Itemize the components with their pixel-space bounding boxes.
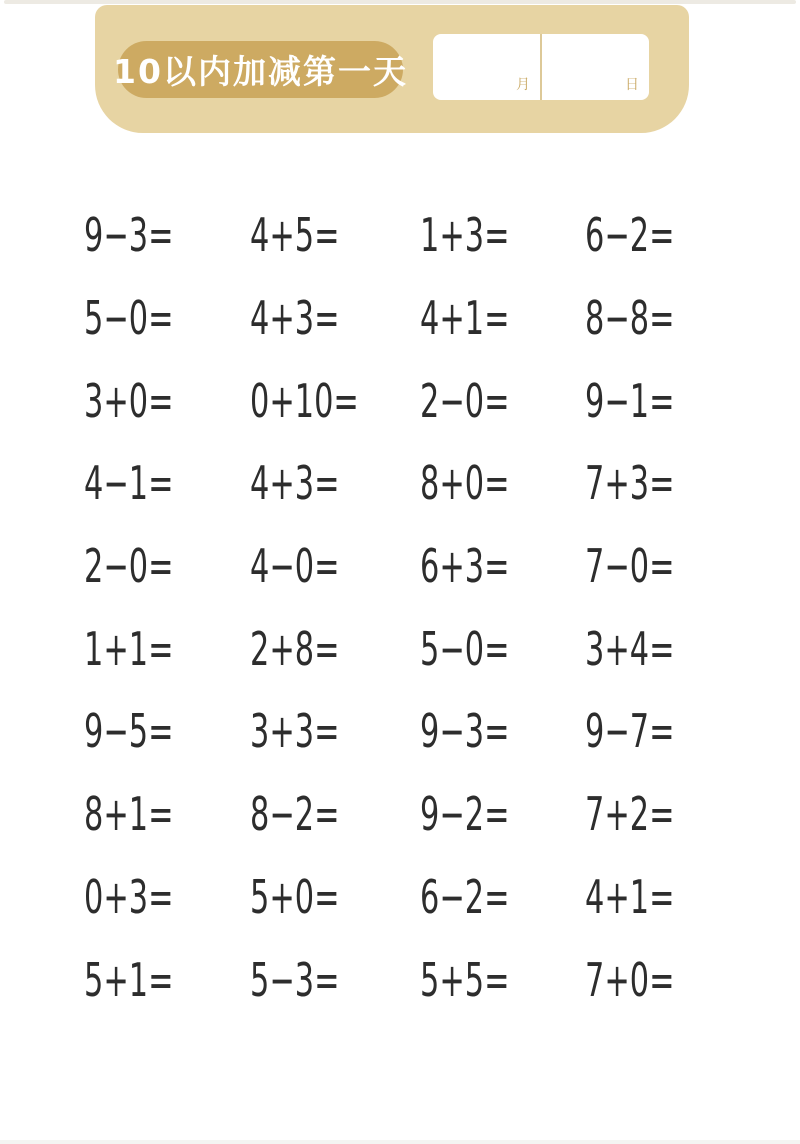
- day-label: 日: [625, 77, 639, 93]
- math-problem: 0+10=: [250, 373, 359, 428]
- math-problem: 9−1=: [585, 373, 675, 428]
- math-problem: 7+2=: [585, 787, 675, 842]
- worksheet-header-banner: [95, 5, 689, 133]
- math-problem: 7−0=: [585, 539, 675, 594]
- math-problem: 5−0=: [420, 621, 510, 676]
- math-problem: 5−0=: [84, 291, 174, 346]
- math-problem: 4+1=: [420, 291, 510, 346]
- math-problem: 3+3=: [250, 704, 340, 759]
- math-problem: 8−2=: [250, 787, 340, 842]
- math-problem: 7+0=: [585, 952, 675, 1007]
- math-problem: 3+4=: [585, 621, 675, 676]
- math-problem: 6−2=: [420, 869, 510, 924]
- math-problem: 7+3=: [585, 456, 675, 511]
- math-problem: 4+3=: [250, 456, 340, 511]
- math-problem: 8−8=: [585, 291, 675, 346]
- math-problem: 9−3=: [84, 208, 174, 263]
- math-problem: 6+3=: [420, 539, 510, 594]
- math-problem: 5+0=: [250, 869, 340, 924]
- math-problem: 1+1=: [84, 621, 174, 676]
- math-problem: 8+0=: [420, 456, 510, 511]
- math-problem: 0+3=: [84, 869, 174, 924]
- top-edge-divider: [4, 0, 796, 4]
- math-problem: 5+5=: [420, 952, 510, 1007]
- month-label: 月: [516, 77, 530, 93]
- math-problem: 9−5=: [84, 704, 174, 759]
- math-problem: 4+3=: [250, 291, 340, 346]
- math-problem: 4−1=: [84, 456, 174, 511]
- worksheet-title-badge: [113, 41, 408, 98]
- math-problem: 2−0=: [420, 373, 510, 428]
- problems-grid: [84, 194, 745, 1021]
- math-problem: 3+0=: [84, 373, 174, 428]
- date-fields: [433, 34, 649, 100]
- math-problem: 2−0=: [84, 539, 174, 594]
- month-field: [433, 34, 540, 100]
- math-problem: 6−2=: [585, 208, 675, 263]
- day-field: [540, 34, 649, 100]
- math-problem: 9−2=: [420, 787, 510, 842]
- math-problem: 8+1=: [84, 787, 174, 842]
- math-problem: 4+1=: [585, 869, 675, 924]
- worksheet-title: 10以内加减第一天: [113, 52, 408, 91]
- math-problem: 9−3=: [420, 704, 510, 759]
- math-problem: 4−0=: [250, 539, 340, 594]
- math-problem: 1+3=: [420, 208, 510, 263]
- math-problem: 5−3=: [250, 952, 340, 1007]
- math-problem: 2+8=: [250, 621, 340, 676]
- math-problem: 9−7=: [585, 704, 675, 759]
- math-problem: 5+1=: [84, 952, 174, 1007]
- bottom-edge-divider: [0, 1140, 800, 1144]
- math-problem: 4+5=: [250, 208, 340, 263]
